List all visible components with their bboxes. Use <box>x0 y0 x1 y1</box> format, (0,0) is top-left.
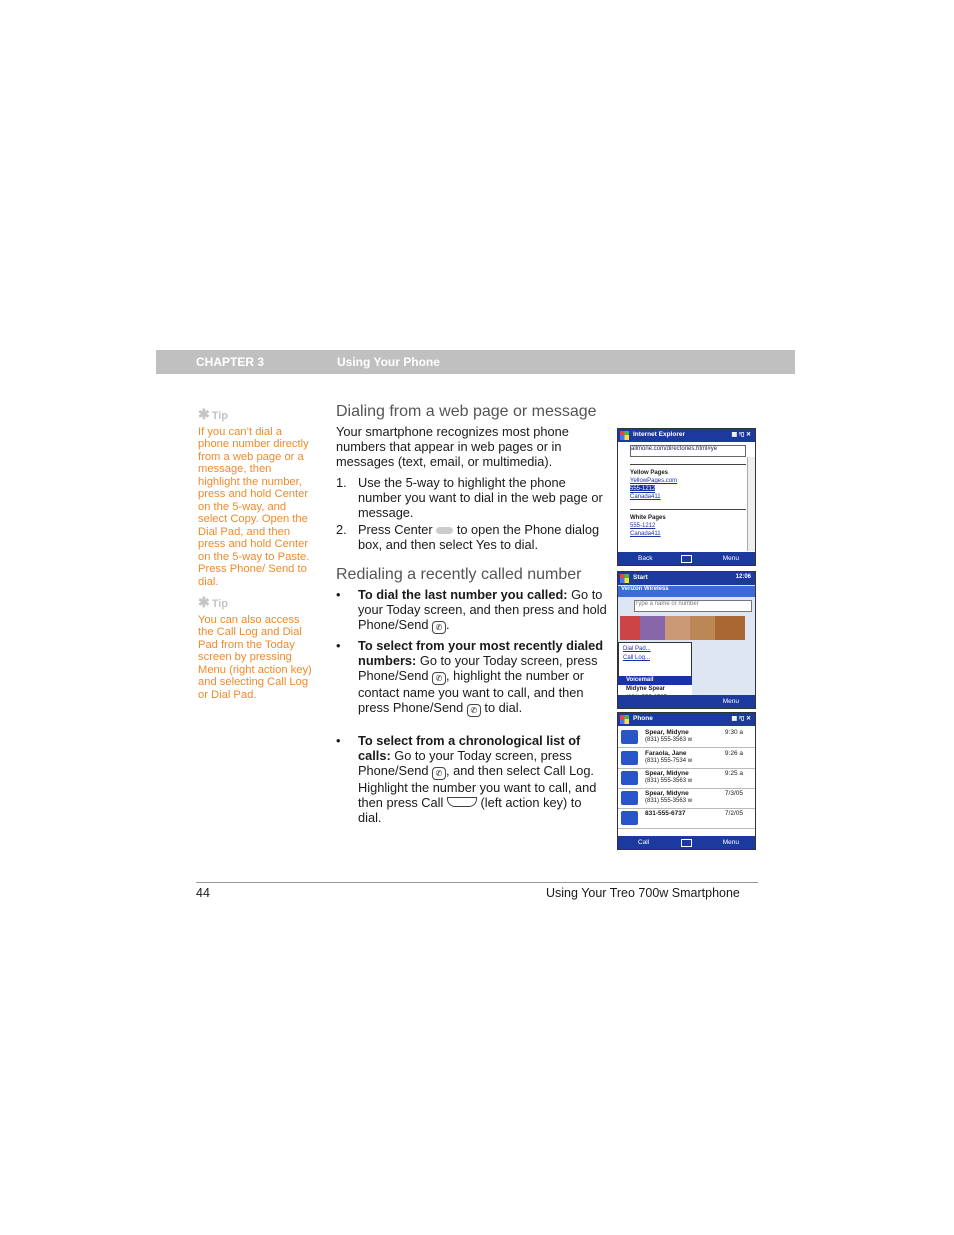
call-time: 9:26 a <box>724 750 743 757</box>
caller-name: Faraola, Jane <box>645 750 687 757</box>
call-log-row[interactable] <box>618 768 755 789</box>
title-bar <box>618 572 755 585</box>
divider <box>630 464 746 465</box>
bullet-mark: • <box>336 587 341 602</box>
step-1 <box>336 475 611 520</box>
step-text <box>358 522 608 552</box>
bullet-recent-numbers <box>336 638 611 728</box>
keyboard-icon[interactable] <box>681 555 692 563</box>
bullet-end: . <box>446 617 450 632</box>
windows-logo-icon <box>620 431 629 440</box>
chapter-title: Using Your Phone <box>337 355 440 369</box>
window-title: Phone <box>633 715 653 722</box>
softkey-call[interactable]: Call <box>638 839 650 846</box>
call-log-row[interactable] <box>618 788 755 809</box>
call-type-icon <box>621 771 638 785</box>
caller-name: Spear, Midyne <box>645 790 689 797</box>
status-icons: ▦ ᵞ▯ ✕ <box>731 716 751 722</box>
caller-name: Spear, Midyne <box>645 729 689 736</box>
section-heading-web-dialing: Dialing from a web page or message <box>336 403 597 420</box>
caller-name: Spear, Midyne <box>645 770 689 777</box>
call-log-row[interactable] <box>618 727 755 748</box>
center-button-icon <box>436 527 453 534</box>
tip-star-icon: ✱ <box>198 594 210 610</box>
phone-send-icon: ✆ <box>432 672 446 685</box>
step-2 <box>336 522 611 554</box>
windows-logo-icon <box>620 715 629 724</box>
carrier-banner: Verizon Wireless <box>618 586 755 597</box>
address-bar[interactable]: allmone.com/directories.html#ye <box>630 445 746 457</box>
chapter-header <box>156 350 795 374</box>
call-type-icon <box>621 791 638 805</box>
call-type-icon <box>621 811 638 825</box>
bullet-mark: • <box>336 733 341 748</box>
caller-number: (831) 555-7534 w <box>645 758 693 764</box>
tip-label: Tip <box>211 598 229 610</box>
screenshot-today-screen <box>617 571 756 709</box>
bullet-body: Go to your Today screen, press Phone/Send <box>358 653 598 683</box>
call-time: 9:30 a <box>724 729 743 736</box>
step-number: 2. <box>336 522 347 537</box>
softkey-bar <box>618 836 755 849</box>
bullet-text <box>358 587 608 634</box>
windows-logo-icon <box>620 574 629 583</box>
page-number: 44 <box>196 886 210 900</box>
caller-number: (831) 555-3563 w <box>645 737 693 743</box>
bullet-text <box>358 733 608 825</box>
white-pages-block <box>630 514 666 538</box>
chapter-label: CHAPTER 3 <box>196 355 265 369</box>
tip-label: Tip <box>211 410 229 422</box>
title-bar <box>618 713 755 726</box>
bullet-mid: , and then select Call Log. Highlight the number you want to call, and then press Call <box>358 763 597 810</box>
divider <box>630 509 746 510</box>
call-log-row[interactable] <box>618 808 755 829</box>
screenshot-call-log <box>617 712 756 850</box>
step-text-pre: Press Center <box>358 522 433 537</box>
contact-name[interactable]: Midyne Spear <box>626 686 666 692</box>
phone-send-icon: ✆ <box>432 767 446 780</box>
title-bar <box>618 429 755 442</box>
yellow-pages-heading: Yellow Pages <box>630 470 669 476</box>
status-time: 12:06 <box>735 574 751 580</box>
call-type-icon <box>621 751 638 765</box>
softkey-menu[interactable]: Menu <box>722 555 739 562</box>
yellow-pages-block <box>630 469 677 501</box>
book-title: Using Your Treo 700w Smartphone <box>546 886 740 900</box>
call-log-row[interactable] <box>618 748 755 769</box>
white-pages-heading: White Pages <box>630 515 666 521</box>
bullet-body: Go to your Today screen, and then press and hold Phone/Send <box>358 587 607 632</box>
softkey-bar <box>618 552 755 565</box>
link-canada411[interactable]: Canada411 <box>630 494 661 500</box>
scrollbar[interactable] <box>747 457 755 551</box>
tip-copy-paste <box>198 408 316 588</box>
link-canada411[interactable]: Canada411 <box>630 531 661 537</box>
bullet-mid: , highlight the number or contact name you want to call, and then press Phone/Send <box>358 668 585 715</box>
keyboard-icon[interactable] <box>681 839 692 847</box>
call-type-icon <box>621 730 638 744</box>
call-time: 7/2/05 <box>724 810 743 817</box>
bullet-body: Go to your Today screen, press Phone/Send <box>358 748 572 778</box>
bullet-lead: To dial the last number you called: <box>358 587 568 602</box>
bullet-end: (left action key) to dial. <box>358 795 582 825</box>
window-title: Internet Explorer <box>633 431 686 438</box>
softkey-back[interactable]: Back <box>638 555 653 562</box>
tip-call-log <box>198 596 316 701</box>
call-time: 9:25 a <box>724 770 743 777</box>
caller-number: (831) 555-3563 w <box>645 778 693 784</box>
step-text: Use the 5-way to highlight the phone number you want to dial in the web page or message. <box>358 475 603 520</box>
intro-paragraph: Your smartphone recognizes most phone numbers that appear in web pages or in messages (text, email, or multimedia). <box>336 424 569 469</box>
section-heading-redialing: Redialing a recently called number <box>336 566 582 583</box>
favorite-contacts-photos[interactable] <box>620 616 745 640</box>
context-menu <box>618 642 692 680</box>
call-time: 7/3/05 <box>724 790 743 797</box>
tip-text: You can also access the Call Log and Dial Pad from the Today screen by pressing Menu (right action key) and selecting Call Log or Dial Pad. <box>198 613 312 701</box>
softkey-bar <box>618 695 755 708</box>
step-text-post: to open the Phone dialog box, and then select Yes to dial. <box>358 522 600 552</box>
bullet-lead: To select from a chronological list of calls: <box>358 733 581 763</box>
softkey-menu[interactable]: Menu <box>722 698 739 705</box>
status-icons: ▦ ᵞ▯ ✕ <box>731 432 751 438</box>
bullet-lead: To select from your most recently dialed numbers: <box>358 638 604 668</box>
phone-send-icon: ✆ <box>432 621 446 634</box>
link-phone[interactable]: 555-1212 <box>630 523 656 529</box>
tip-star-icon: ✱ <box>198 406 210 422</box>
call-key-icon <box>447 797 477 807</box>
step-number: 1. <box>336 475 347 490</box>
bullet-last-number <box>336 587 611 632</box>
menu-item-call-log[interactable]: Call Log... <box>623 655 651 661</box>
bullet-text <box>358 638 608 717</box>
voicemail-item[interactable]: Voicemail <box>618 676 692 685</box>
screenshot-internet-explorer <box>617 428 756 566</box>
tip-text: If you can’t dial a phone number directly from a web page or a message, then highlight the number, press and hold Center on the 5-way, and select Copy. Open the Dial Pad, and then press and hold Center on the 5-way to Paste. Press Phone/ Send to dial. <box>198 425 310 588</box>
search-input[interactable]: Type a name or number <box>634 600 752 612</box>
bullet-end: to dial. <box>484 700 523 715</box>
phone-send-icon: ✆ <box>467 704 481 717</box>
link-yellowpages[interactable]: YellowPages.com <box>630 478 678 484</box>
bullet-call-log <box>336 733 611 823</box>
link-phone-highlighted[interactable]: 555-1212 <box>630 486 656 492</box>
menu-item-dial-pad[interactable]: Dial Pad... <box>623 646 651 652</box>
footer-divider <box>196 882 758 883</box>
caller-number: (831) 555-3563 w <box>645 798 693 804</box>
bullet-mark: • <box>336 638 341 653</box>
window-title: Start <box>633 574 648 581</box>
caller-name: 831-555-6737 <box>645 810 686 817</box>
softkey-menu[interactable]: Menu <box>722 839 739 846</box>
